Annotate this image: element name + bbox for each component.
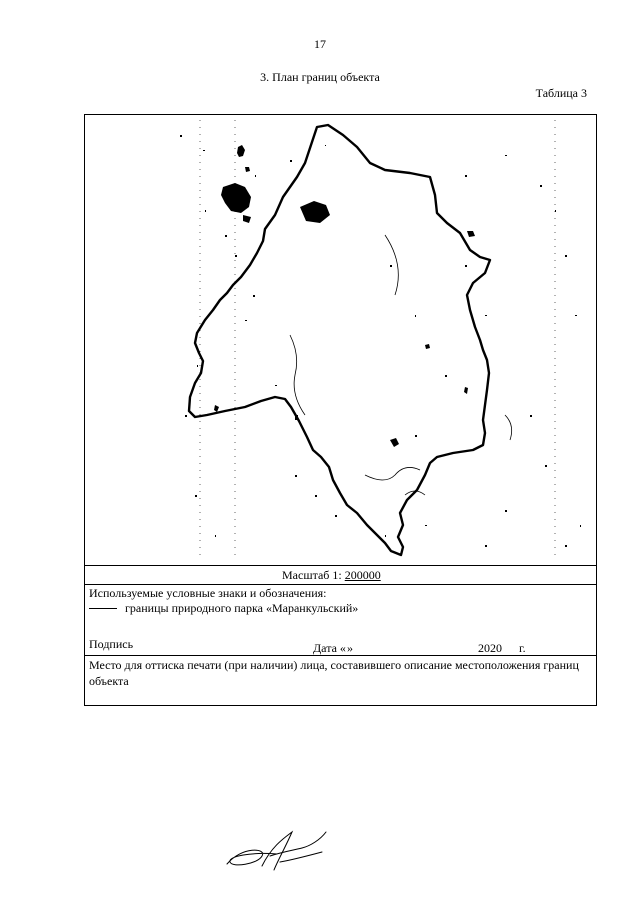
handwritten-signature xyxy=(222,826,332,880)
boundary-line-icon xyxy=(89,608,117,609)
map-scale xyxy=(282,568,381,583)
legend-item xyxy=(89,601,358,616)
page-number: 17 xyxy=(314,37,326,51)
boundary-map xyxy=(85,115,596,566)
row-divider xyxy=(85,584,596,585)
map-grid-hint xyxy=(200,120,555,560)
date-label: Дата « xyxy=(313,641,346,655)
signature-label: Подпись xyxy=(89,637,134,651)
section-title: 3. План границ объекта xyxy=(260,70,380,84)
stamp-note: Место для оттиска печати (при наличии) лица, составившего описание местоположения границ объекта xyxy=(89,658,579,688)
year-label xyxy=(478,641,526,656)
row-divider xyxy=(85,655,596,656)
map-drawing xyxy=(85,115,596,565)
table-label: Таблица 3 xyxy=(535,86,587,100)
legend-heading: Используемые условные знаки и обозначения: xyxy=(89,586,327,600)
date-close-quote: » xyxy=(347,641,353,655)
year-suffix: г. xyxy=(519,641,526,655)
scale-value: 200000 xyxy=(344,568,381,582)
legend-item-label: границы природного парка «Маранкульский» xyxy=(125,601,359,615)
scale-prefix: Масштаб 1: xyxy=(282,568,342,582)
year-value: 2020 xyxy=(478,641,502,655)
map-streams xyxy=(290,235,512,495)
